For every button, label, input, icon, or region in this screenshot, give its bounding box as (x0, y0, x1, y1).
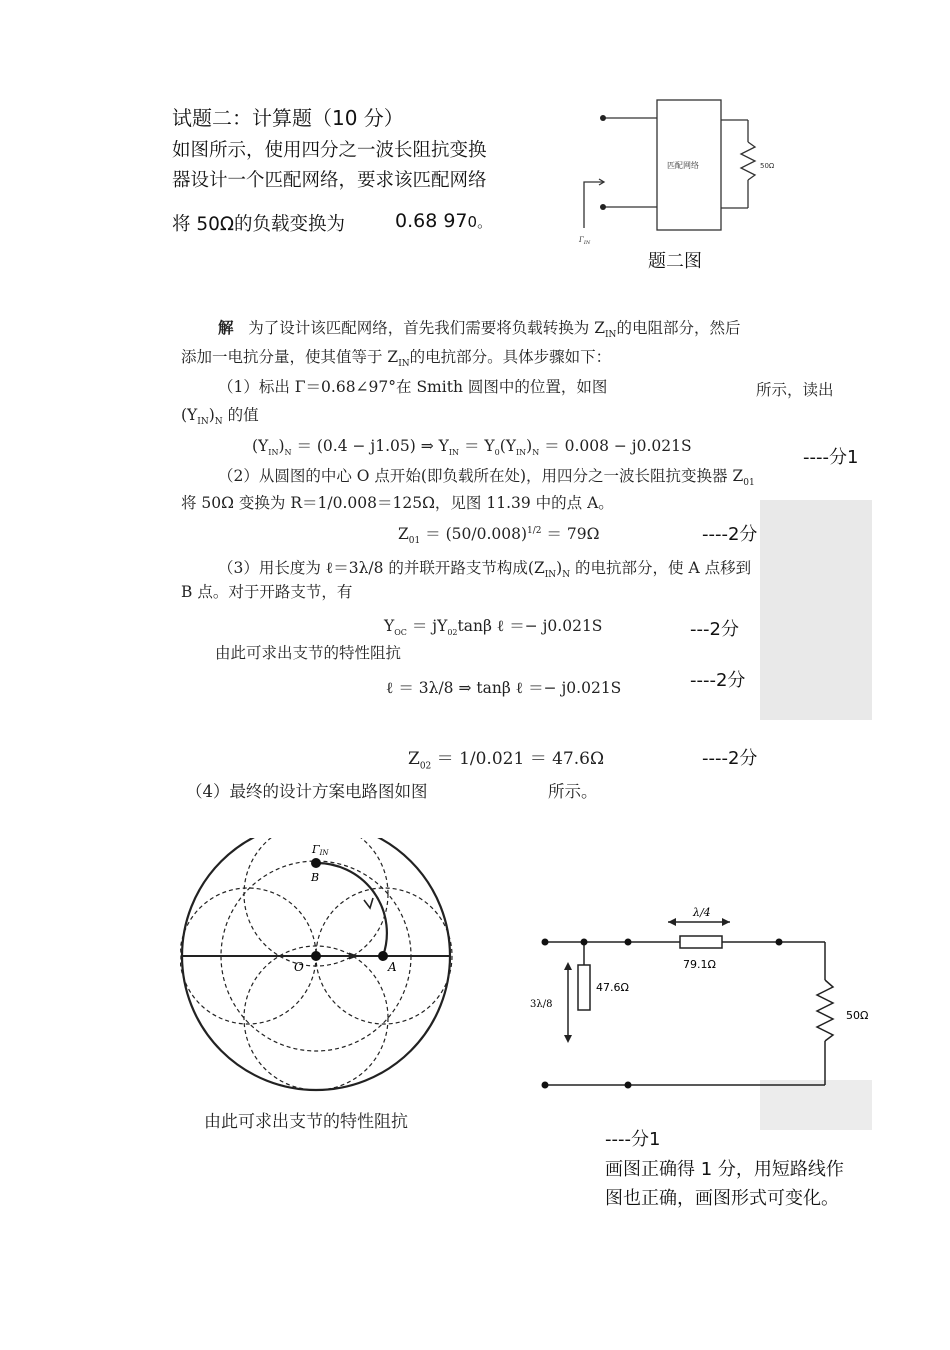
step3-line: 由此可求出支节的特性阻抗 (215, 644, 402, 662)
step1-value-line: $(Y_{IN})_N$ 的值 (181, 406, 259, 428)
B-label: B (311, 871, 320, 884)
load-label: 50Ω (846, 1009, 869, 1022)
step2-line: 将 50Ω 变换为 R＝1/0.008＝125Ω，见图 11.39 中的点 A。 (181, 494, 614, 512)
node-dot (542, 939, 549, 946)
series-impedance-label: 79.1Ω (683, 958, 716, 971)
node-dot (542, 1082, 549, 1089)
question-line: 器设计一个匹配网络，要求该匹配网络 (172, 170, 487, 191)
series-line-resistor (680, 936, 722, 948)
score-label: ----2分 (690, 670, 746, 691)
watermark (760, 500, 872, 720)
smith-grid-circle (244, 946, 388, 1090)
smith-chart (180, 838, 460, 1098)
question-line: 如图所示，使用四分之一波长阻抗变换 (172, 140, 487, 161)
lambda-quarter-label: λ/4 (693, 906, 711, 919)
step1-line-end: 所示，读出 (756, 381, 834, 399)
step4-line-end: 所示。 (548, 782, 598, 801)
step3-line: B 点。对于开路支节，有 (181, 583, 353, 601)
O-label: O (294, 960, 304, 974)
step2-line: （2）从圆图的中心 O 点开始(即负载所在处)，用四分之一波长阻抗变换器 $Z_{01}$ (218, 467, 755, 489)
point-A (378, 951, 388, 961)
solution-line: 添加一电抗分量，使其值等于 $Z_{IN}$的电抗部分。具体步骤如下： (181, 348, 612, 370)
grading-note: 图也正确，画图形式可变化。 (605, 1188, 839, 1209)
question-value: 0.68 970。 (395, 210, 493, 232)
score-label: ----2分 (702, 524, 758, 545)
smith-arc-path (316, 863, 387, 956)
smith-caption: 由此可求出支节的特性阻抗 (204, 1112, 408, 1132)
box-label: 匹配网络 (667, 161, 699, 170)
gamma-in-label: ΓIN (312, 843, 329, 857)
score-label: ----2分 (702, 748, 758, 769)
question-title: 试题二：计算题（10 分） (172, 106, 404, 130)
terminal-dot (600, 115, 606, 121)
node-dot (581, 939, 588, 946)
resistor-label: 50Ω (760, 162, 775, 170)
node-dot (776, 939, 783, 946)
load-resistor (817, 980, 833, 1041)
equation-1: $(Y_{IN})_N = (0.4 - j1.05)$ ⇒ $Y_{IN} = Y_0(Y_{IN})_N = 0.008 - j0.021S$ (252, 437, 692, 458)
step3-line: （3）用长度为 ℓ＝3λ/8 的并联开路支节构成$(Z_{IN})_N$ 的电抗部分，使 A 点移到 (218, 559, 752, 581)
step4-line: （4）最终的设计方案电路图如图 (186, 782, 428, 801)
gamma-label: $\Gamma_{IN}$ (579, 236, 591, 246)
equation-3: $Y_{OC} = jY_{02}\tan\beta$ ℓ ＝− j0.021S (384, 617, 603, 638)
node-dot (625, 939, 632, 946)
terminal-dot (600, 204, 606, 210)
stub-length-label: 3λ/8 (530, 999, 553, 1010)
point-O (311, 951, 321, 961)
equation-2: $Z_{01} = (50/0.008)^{1/2} = 79\Omega$ (398, 525, 600, 547)
fig2-caption: 题二图 (648, 251, 702, 272)
stub-impedance-label: 47.6Ω (596, 981, 629, 994)
node-dot (625, 1082, 632, 1089)
fig2-diagram (570, 90, 790, 250)
stub-resistor (578, 965, 590, 1010)
grading-note: 画图正确得 1 分，用短路线作 (605, 1159, 844, 1180)
step1-line: （1）标出 Γ＝0.68∠97°在 Smith 圆图中的位置，如图 (218, 378, 608, 396)
A-label: A (388, 960, 397, 974)
equation-4: ℓ ＝ 3λ/8 ⇒ tanβ ℓ ＝− j0.021S (386, 679, 622, 697)
resistor-symbol (741, 142, 755, 180)
question-line: 将 50Ω的负载变换为 (172, 214, 346, 235)
point-B (311, 858, 321, 868)
circuit-diagram (530, 895, 890, 1100)
score-label: ----分1 (803, 447, 859, 468)
solution-intro: 解 为了设计该匹配网络，首先我们需要将负载转换为 $Z_{IN}$的电阻部分，然后 (218, 319, 741, 341)
score-label: ----分1 (605, 1129, 661, 1150)
score-label: ---2分 (690, 619, 739, 640)
equation-5: $Z_{02} = 1/0.021 = 47.6\Omega$ (408, 749, 605, 772)
